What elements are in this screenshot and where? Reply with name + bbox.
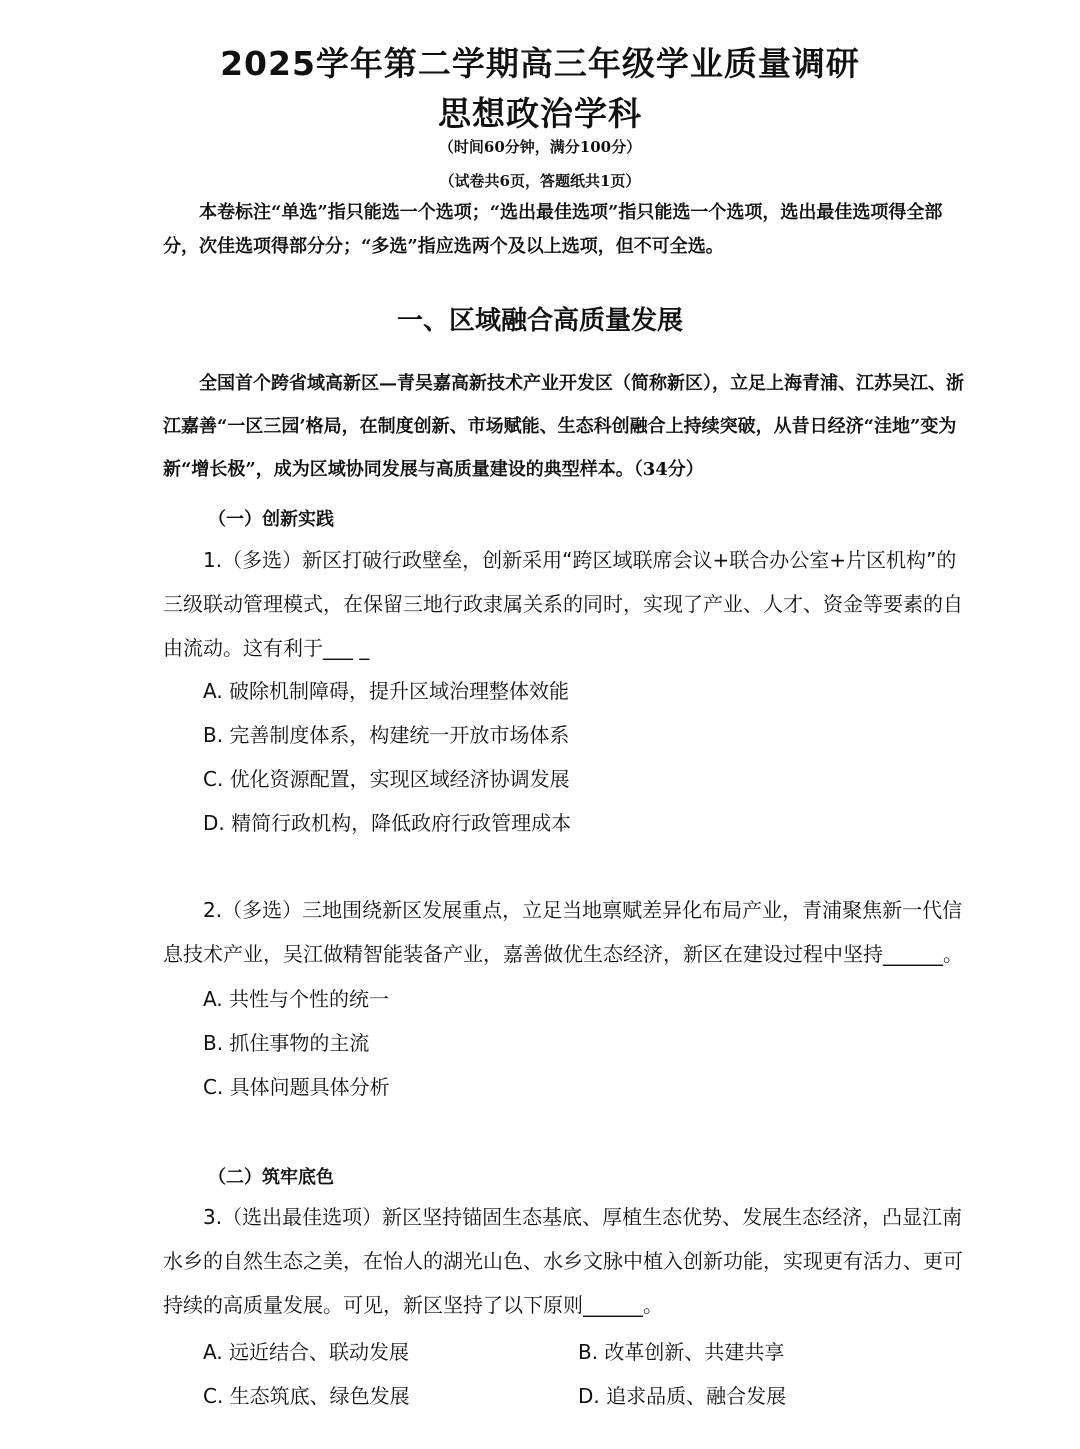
question-1-option-b: B. 完善制度体系，构建统一开放市场体系 <box>203 723 570 747</box>
instructions: 本卷标注“单选”指只能选一个选项；“选出最佳选项”指只能选一个选项，选出最佳选项得全部分，次佳选项得部分分；“多选”指应选两个及以上选项，但不可全选。 <box>163 202 943 257</box>
subject-title: 思想政治学科 <box>438 94 642 133</box>
question-3-option-c: C. 生态筑底、绿色发展 <box>203 1384 410 1408</box>
exam-title: 2025学年第二学期高三年级学业质量调研 <box>220 44 860 83</box>
question-3-option-b: B. 改革创新、共建共享 <box>578 1340 785 1364</box>
question-3-option-d: D. 追求品质、融合发展 <box>578 1384 787 1408</box>
question-3-text: 3.（选出最佳选项）新区坚持锚固生态基底、厚植生态优势、发展生态经济，凸显江南水乡的自然生态之美，在怡人的湖光山色、水乡文脉中植入创新功能，实现更有活力、更可持续的高质量发展。可见，新区坚持了以下原则______。 <box>163 1205 963 1317</box>
question-2-option-a: A. 共性与个性的统一 <box>203 987 390 1011</box>
question-1-option-a: A. 破除机制障碍，提升区域治理整体效能 <box>203 679 570 703</box>
question-2-option-b: B. 抓住事物的主流 <box>203 1031 370 1055</box>
question-2-option-c: C. 具体问题具体分析 <box>203 1075 390 1099</box>
part-title-foundation: （二）筑牢底色 <box>208 1167 334 1188</box>
question-1-text: 1.（多选）新区打破行政壁垒，创新采用“跨区域联席会议+联合办公室+片区机构”的三级联动管理模式，在保留三地行政隶属关系的同时，实现了产业、人才、资金等要素的自由流动。这有利于___ _ <box>163 548 963 660</box>
question-1-option-d: D. 精简行政机构，降低政府行政管理成本 <box>203 811 572 835</box>
question-1-option-c: C. 优化资源配置，实现区域经济协调发展 <box>203 767 570 791</box>
time-note: （时间60分钟，满分100分） <box>438 138 642 156</box>
question-2-text: 2.（多选）三地围绕新区发展重点，立足当地禀赋差异化布局产业，青浦聚焦新一代信息技术产业，吴江做精智能装备产业，嘉善做优生态经济，新区在建设过程中坚持______。 <box>163 898 963 966</box>
question-3-option-a: A. 远近结合、联动发展 <box>203 1340 410 1364</box>
section-title: 一、区域融合高质量发展 <box>396 306 683 336</box>
section-material: 全国首个跨省域高新区—青吴嘉高新技术产业开发区（简称新区），立足上海青浦、江苏吴江、浙江嘉善“一区三园’格局，在制度创新、市场赋能、生态科创融合上持续突破，从昔日经济“洼地”变为新“增长极”，成为区域协同发展与高质量建设的典型样本。（34分） <box>163 373 964 480</box>
part-title-innovation: （一）创新实践 <box>208 509 334 530</box>
pages-note: （试卷共6页，答题纸共1页） <box>439 172 641 190</box>
